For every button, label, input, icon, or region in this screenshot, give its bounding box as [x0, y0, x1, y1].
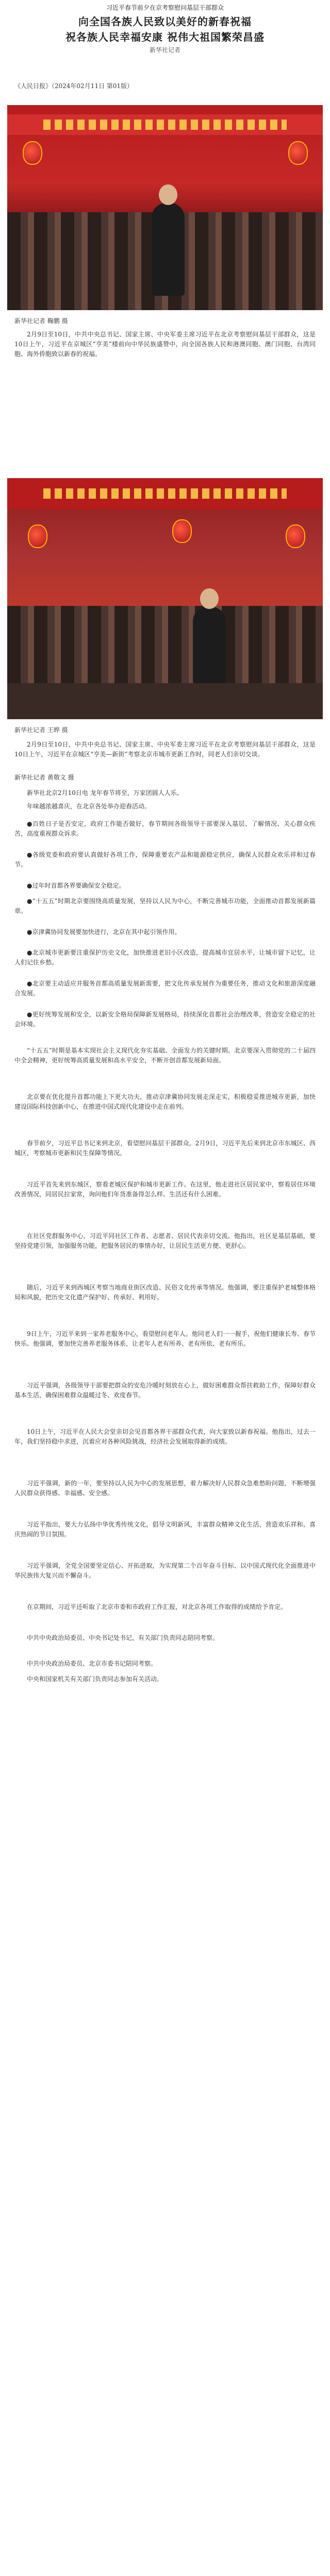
- paragraph: 在京期间，习近平还听取了北京市委和市政府工作汇报，对北京各项工作取得的成绩给予肯定。: [27, 1603, 287, 1611]
- highlight-point: ●更好统筹发展和安全，以新安全格局保障新发展格局，持续深化首都社会治理改革，营造安全稳定的社会环境。: [14, 1011, 316, 1028]
- paragraph: 10日上午，习近平在人民大会堂亲切会见首都各界干部群众代表，向大家致以新春祝福。他指出，过去一年，我们坚持稳中求进，沉着应对各种风险挑战，经济社会发展取得新的成绩。: [14, 1428, 316, 1445]
- highlight-point: ●京津冀协同发展要加快进行，北京在其中起引领作用。: [27, 928, 181, 936]
- publication-source: 《人民日报》（2024年02月11日 第01版）: [14, 82, 134, 90]
- paragraph: 春节前夕，习近平总书记来到北京，看望慰问基层干部群众。2月9日，习近平先后来到北京市东城区、西城区，考察城市更新和民生保障等情况。: [14, 1140, 316, 1157]
- leader-figure: [152, 203, 185, 296]
- photo-caption: 新华社记者 王晔 摄: [14, 726, 68, 734]
- article-title-line-2: 祝各族人民幸福安康 祝伟大祖国繁荣昌盛: [65, 31, 265, 43]
- seated-residents: [7, 606, 323, 683]
- lantern-icon: [286, 524, 305, 548]
- article-byline: 新华社记者: [149, 46, 180, 54]
- red-banner-decoration: [7, 478, 323, 509]
- highlight-point: ●各级党委和政府要认真做好各项工作，保障重要农产品和能源稳定供应，确保人民群众欢乐祥和过春节。: [14, 851, 316, 868]
- paragraph: “十五五”时期是基本实现社会主义现代化夯实基础、全面发力的关键时期。北京要深入贯彻党的二十届四中全会精神，更好统筹高质量发展和高水平安全，不断开创首都发展新局面。: [14, 1047, 316, 1064]
- paragraph: 2月9日至10日，中共中央总书记、国家主席、中央军委主席习近平在北京考察慰问基层干部群众，这是10日上午，习近平在京城区“亨美—新街”考察北京市城市更新工作时，同老人们亲切交谈。: [14, 741, 316, 758]
- paragraph: 中央和国家机关有关部门负责同志参加有关活动。: [27, 1675, 163, 1683]
- paragraph: 北京要在优化提升首都功能上下更大功夫，推动京津冀协同发展走深走实，积极稳妥推进城市更新，加快建设国际科技创新中心，在推进中国式现代化建设中走在前列。: [14, 1093, 316, 1110]
- highlight-point: ●北京城市更新要注重保护历史文化，加快推进老旧小区改造，提高城市宜居水平，让城市留下记忆，让人们记住乡愁。: [14, 949, 316, 966]
- paragraph: 中共中央政治局委员、北京市委书记陪同考察。: [27, 1660, 157, 1667]
- highlight-point: ●“十五五”时期北京要围绕高质量发展，坚持以人民为中心，不断完善城市功能，全面推动首都发展新篇章。: [14, 897, 316, 914]
- floor: [7, 683, 323, 719]
- paragraph: 新华社记者 黄敬文 摄: [14, 774, 74, 781]
- paragraph: 习近平首先来到东城区，察看老城区保护和城市更新工作。在这里，他走进社区居民家中，察看居住环境改善情况，同居民拉家常，询问他们年货准备得怎么样、生活还有什么困难。: [14, 1181, 316, 1198]
- red-banner-decoration: [7, 114, 323, 135]
- photo-xi-visiting-residents: [7, 478, 323, 719]
- article-title-line-1: 向全国各族人民致以美好的新春祝福: [78, 15, 252, 28]
- paragraph: 习近平指出，要大力弘扬中华优秀传统文化，倡导文明新风，丰富群众精神文化生活，营造欢乐祥和、喜庆热闹的节日氛围。: [14, 1521, 316, 1538]
- paragraph: 在社区党群服务中心，习近平同社区工作者、志愿者、居民代表亲切交流。他指出，社区是基层基础，要坚持党建引领，加强服务功能，把服务居民的事情办好，让居民生活更方便、更舒心。: [14, 1232, 316, 1249]
- paragraph: 年味越浓越喜庆，在北京各处举办迎春活动。: [27, 803, 151, 810]
- highlight-point: ●过年时首都各界要确保安全稳定。: [27, 882, 125, 889]
- leader-figure: [193, 607, 226, 684]
- paragraph: 习近平强调，新的一年，要坚持以人民为中心的发展思想，着力解决好人民群众急难愁盼问题，不断增强人民群众获得感、幸福感、安全感。: [14, 1480, 316, 1497]
- paragraph: 习近平强调，各级领导干部要把群众的安危冷暖时刻放在心上，做好困难群众帮扶救助工作，保障好群众基本生活，确保困难群众温暖过冬、欢度春节。: [14, 1382, 316, 1399]
- photo-caption: 新华社记者 鞠鹏 摄: [14, 317, 68, 325]
- lantern-icon: [28, 524, 47, 548]
- paragraph: 中共中央政治局委员、中央书记处书记，有关部门负责同志陪同考察。: [27, 1634, 219, 1641]
- paragraph: 2月9日至10日，中共中央总书记、国家主席、中央军委主席习近平在北京考察慰问基层干部群众，这是10日上午，习近平在京城区“亨美”楼前向中华民族盛赞中，向全国各族人民和港澳同胞、澳门同胞、台湾同胞、海外侨胞致以新春的祝福。: [14, 331, 316, 358]
- paragraph: 9日上午，习近平来到一家养老服务中心，看望慰问老年人。他同老人们一一握手，祝他们健康长寿、春节快乐。他强调，要加快完善养老服务体系，让老年人老有所养、老有所依、老有所乐。: [14, 1330, 316, 1347]
- highlight-point: ●百姓日子是否安定，政府工作能否做好，春节期间各级领导干部要深入基层、了解情况、关心群众疾苦，高度重视群众诉求。: [14, 820, 316, 837]
- highlight-point: ●北京要主动适应并服务首都高质量发展新需要，把文化传承发展作为重要任务，推动文化和旅游深度融合发展。: [14, 980, 316, 997]
- paragraph: 新华社北京2月10日电 龙年春节将至，万家团圆人人乐。: [27, 789, 183, 796]
- paragraph: 随后，习近平来到西城区考察当地商业街区改造、民俗文化传承等情况。他强调，要注重保护老城整体格局和风貌，把历史文化遗产保护好、传承好、利用好。: [14, 1284, 316, 1301]
- lantern-icon: [288, 141, 308, 165]
- article-kicker: 习近平春节前夕在京考察慰问基层干部群众: [106, 4, 224, 11]
- paragraph: 习近平强调，全党全国要坚定信心、开拓进取，为实现第二个百年奋斗目标、以中国式现代化全面推进中华民族伟大复兴而不懈奋斗。: [14, 1562, 316, 1579]
- photo-xi-greeting-crowd: [7, 105, 323, 310]
- lantern-icon: [172, 519, 192, 543]
- lantern-icon: [23, 141, 42, 165]
